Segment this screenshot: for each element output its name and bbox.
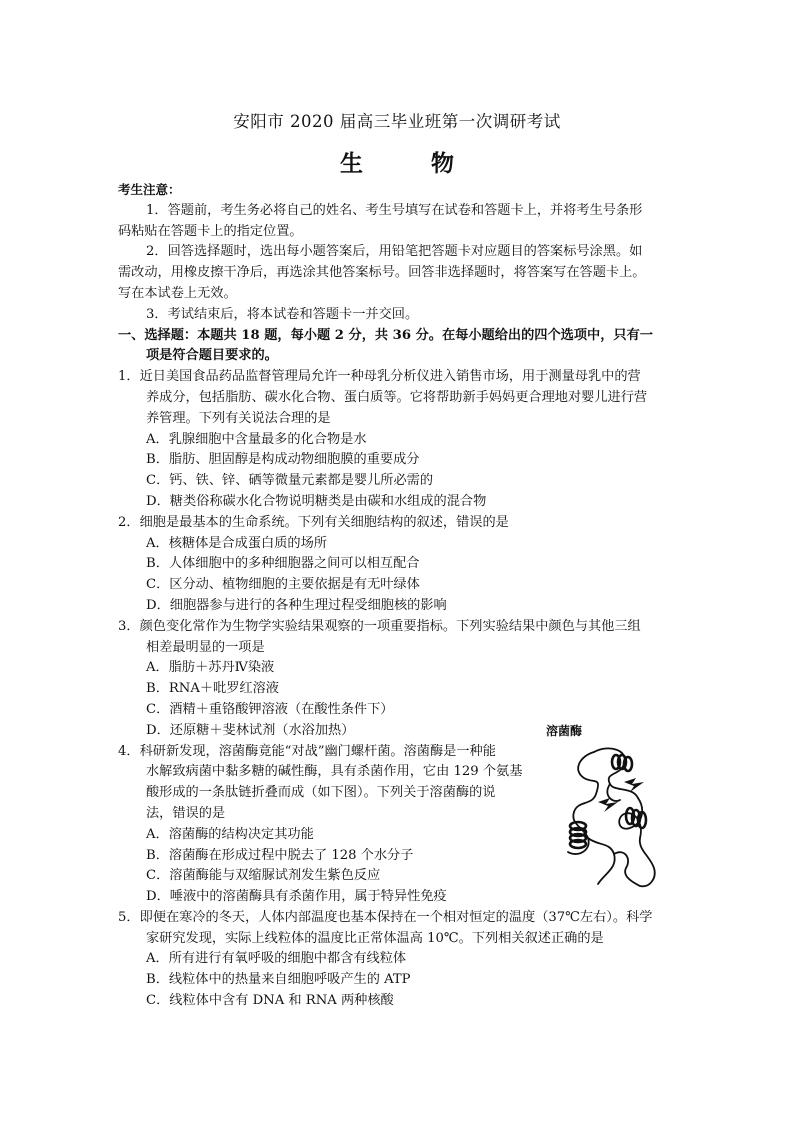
option-d: D．糖类俗称碳水化合物说明糖类是由碳和水组成的混合物 [146,493,487,509]
question-5 [118,908,678,1012]
notice-block [118,180,678,326]
question-stem-line: 3．颜色变化常作为生物学实验结果观察的一项重要指标。下列实验结果中颜色与其他三组 [118,618,641,634]
option-b: B．人体细胞中的多种细胞器之间可以相互配合 [146,556,420,572]
question-1 [118,367,678,513]
option-b: B．脂肪、胆固醇是构成动物细胞膜的重要成分 [146,452,420,468]
question-2 [118,513,678,617]
option-a: A．脂肪＋苏丹Ⅳ染液 [146,660,275,676]
option-c: C．酒精＋重铬酸钾溶液（在酸性条件下） [146,701,394,717]
option-c: C．区分动、植物细胞的主要依据是有无叶绿体 [146,577,420,593]
lysozyme-figure [546,722,666,894]
subject-title: 生 物 [339,150,484,177]
option-b: B．溶菌酶在形成过程中脱去了 128 个水分子 [146,847,414,863]
section-heading-line-1: 一、选择题：本题共 18 题，每小题 2 分，共 36 分。在每小题给出的四个选项中，只有一 [118,327,653,343]
notice-item-1-line-1: 1．答题前，考生务必将自己的姓名、考生号填写在试卷和答题卡上，并将考生号条形 [146,202,643,218]
question-stem-line: 养成分，包括脂肪、碳水化合物、蛋白质等。它将帮助新手妈妈更合理地对婴儿进行营 [146,389,648,405]
option-a: A．所有进行有氧呼吸的细胞中都含有线粒体 [146,951,407,967]
question-stem-line: 4．科研新发现，溶菌酶竟能“对战”幽门螺杆菌。溶菌酶是一种能 [118,743,496,759]
figure-label: 溶菌酶 [546,724,583,738]
notice-item-2-line-3: 写在本试卷上无效。 [118,285,237,301]
question-stem-line: 水解致病菌中黏多糖的碱性酶，具有杀菌作用，它由 129 个氨基 [146,764,523,780]
option-b: B．线粒体中的热量来自细胞呼吸产生的 ATP [146,972,411,988]
question-stem-line: 1．近日美国食品药品监督管理局允许一种母乳分析仪进入销售市场，用于测量母乳中的营 [118,369,641,385]
section-heading-line-2: 项是符合题目要求的。 [146,348,278,364]
protein-ribbon-illustration [554,742,664,892]
question-stem-line: 养管理。下列有关说法合理的是 [146,410,331,426]
option-c: C．溶菌酶能与双缩脲试剂发生紫色反应 [146,868,381,884]
option-d: D．细胞器参与进行的各种生理过程受细胞核的影响 [146,597,447,613]
notice-item-1-line-2: 码粘贴在答题卡上的指定位置。 [118,223,303,239]
option-d: D．还原糖＋斐林试剂（水浴加热） [146,722,355,738]
question-stem-line: 相差最明显的一项是 [146,639,265,655]
question-stem-line: 家研究发现，实际上线粒体的温度比正常体温高 10℃。下列相关叙述正确的是 [146,930,604,946]
option-a: A．乳腺细胞中含量最多的化合物是水 [146,431,367,447]
question-stem-line: 酸形成的一条肽链折叠而成（如下图）。下列关于溶菌酶的说 [146,785,496,801]
notice-item-3-line-1: 3．考试结束后，将本试卷和答题卡一并交回。 [146,306,419,322]
option-b: B．RNA＋吡罗红溶液 [146,681,279,697]
option-d: D．唾液中的溶菌酶具有杀菌作用，属于特异性免疫 [146,889,447,905]
option-c: C．钙、铁、锌、硒等微量元素都是婴儿所必需的 [146,473,434,489]
question-stem-line: 2．细胞是最基本的生命系统。下列有关细胞结构的叙述，错误的是 [118,514,509,530]
option-c: C．线粒体中含有 DNA 和 RNA 两种核酸 [146,993,394,1009]
exam-title: 安阳市 2020 届高三毕业班第一次调研考试 [233,112,561,131]
notice-item-2-line-1: 2．回答选择题时，选出每小题答案后，用铅笔把答题卡对应题目的答案标号涂黑。如 [146,244,643,260]
option-a: A．溶菌酶的结构决定其功能 [146,826,314,842]
question-stem-line: 法，错误的是 [146,805,226,821]
notice-heading: 考生注意： [118,182,181,197]
option-a: A．核糖体是合成蛋白质的场所 [146,535,327,551]
notice-item-2-line-2: 需改动，用橡皮擦干净后，再选涂其他答案标号。回答非选择题时，将答案写在答题卡上。 [118,265,646,281]
question-stem-line: 5．即便在寒冷的冬天，人体内部温度也基本保持在一个相对恒定的温度（37℃左右）。科学 [118,909,653,925]
